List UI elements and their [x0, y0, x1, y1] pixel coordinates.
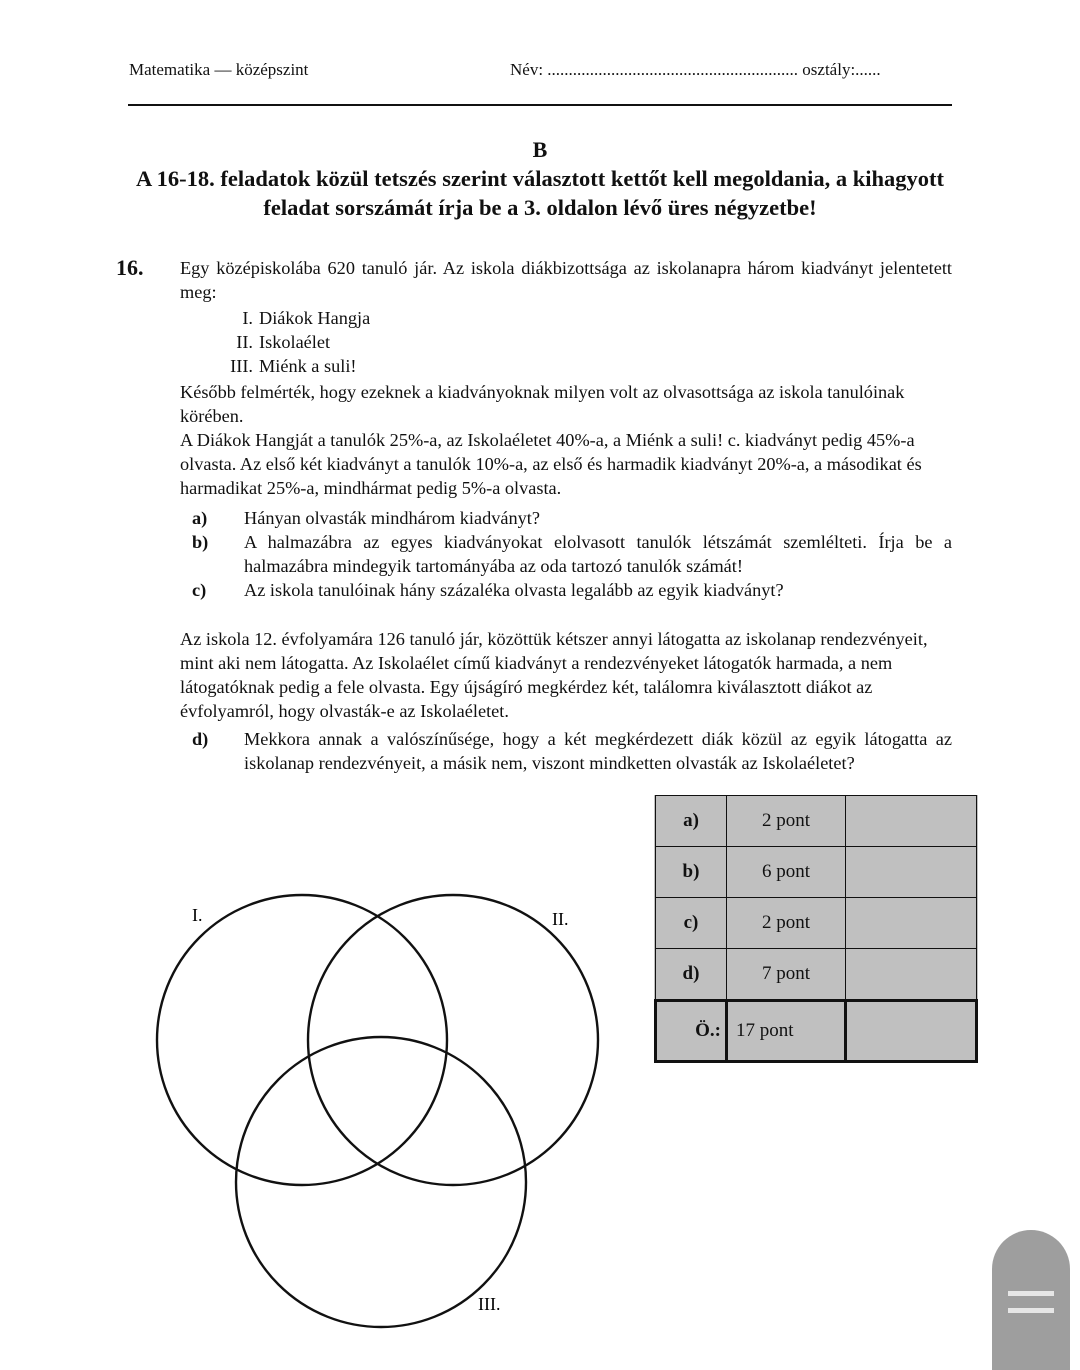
score-points: 2 pont [727, 898, 846, 949]
menu-line [1008, 1308, 1054, 1313]
section-letter: B [532, 137, 548, 162]
score-label: b) [656, 847, 727, 898]
score-label: d) [656, 949, 727, 1001]
score-points: 2 pont [727, 796, 846, 847]
question-label: b) [192, 532, 209, 552]
publication-name: Diákok Hangja [259, 308, 371, 328]
section-instruction: A 16-18. feladatok közül tetszés szerint választott kettőt kell megoldania, a kihagyott feladat sorszámát írja be a 3. oldalon lévő üres négyzetbe! [135, 166, 945, 220]
score-label: c) [656, 898, 727, 949]
question-label: d) [192, 729, 209, 749]
problem-intro: Egy középiskolába 620 tanuló jár. Az iskola diákbizottsága az iskolanapra három kiadványt jelentetett meg: [180, 258, 952, 302]
score-points: 7 pont [727, 949, 846, 1001]
question-text: Hányan olvasták mindhárom kiadványt? [244, 508, 540, 528]
venn-label-II: II. [552, 909, 569, 929]
stats-text: A Diákok Hangját a tanulók 25%-a, az Iskolaéletet 40%-a, a Miénk a suli! c. kiadványt pedig 45%-a olvasta. Az első két kiadványt a tanulók 10%-a, az első és harmadik kiadványt 20%-a, a másodikat és harmadikat 25%-a, mindhármat pedig 5%-a olvasta. [180, 430, 922, 498]
venn-label-III: III. [478, 1294, 501, 1314]
score-label: a) [656, 796, 727, 847]
score-total-points: 17 pont [727, 1001, 846, 1062]
question-text: Az iskola tanulóinak hány százaléka olvasta legalább az egyik kiadványt? [244, 580, 784, 600]
publication-number: I. [242, 308, 253, 328]
menu-line [1008, 1291, 1054, 1296]
problem-number: 16. [116, 255, 144, 280]
question-label: a) [192, 508, 208, 528]
grade-paragraph: Az iskola 12. évfolyamára 126 tanuló jár, közöttük kétszer annyi látogatta az iskolanap rendezvényeit, mint aki nem látogatta. Az Iskolaélet című kiadványt a rendezvényeket látogatók harmada, a nem látogatóknak pedig a fele olvasta. Egy újságíró megkérdez két, találomra kiválasztott diákot az évfolyamról, hogy olvasták-e az Iskolaéletet. [180, 629, 928, 721]
publication-number: III. [230, 356, 253, 376]
venn-circle-I [157, 895, 447, 1185]
question-label: c) [192, 580, 207, 600]
score-total-label: Ö.: [656, 1001, 727, 1062]
header-name-field: Név: ........................................................... osztály:...... [510, 60, 881, 79]
survey-text: Később felmérték, hogy ezeknek a kiadványoknak milyen volt az olvasottsága az iskola tanulóinak körében. [180, 382, 905, 426]
menu-button[interactable] [992, 1230, 1070, 1370]
header-subject: Matematika — középszint [129, 60, 309, 79]
publication-name: Miénk a suli! [259, 356, 357, 376]
venn-label-I: I. [192, 905, 203, 925]
score-points: 6 pont [727, 847, 846, 898]
publication-name: Iskolaélet [259, 332, 331, 352]
publication-number: II. [236, 332, 253, 352]
question-text: A halmazábra az egyes kiadványokat elolvasott tanulók létszámát szemlélteti. Írja be a halmazábra mindegyik tartományába az oda tartozó tanulók számát! [244, 532, 952, 576]
question-text: Mekkora annak a valószínűsége, hogy a két megkérdezett diák közül az egyik látogatta az iskolanap rendezvényeit, a másik nem, viszont mindketten olvasták az Iskolaéletet? [244, 729, 952, 773]
